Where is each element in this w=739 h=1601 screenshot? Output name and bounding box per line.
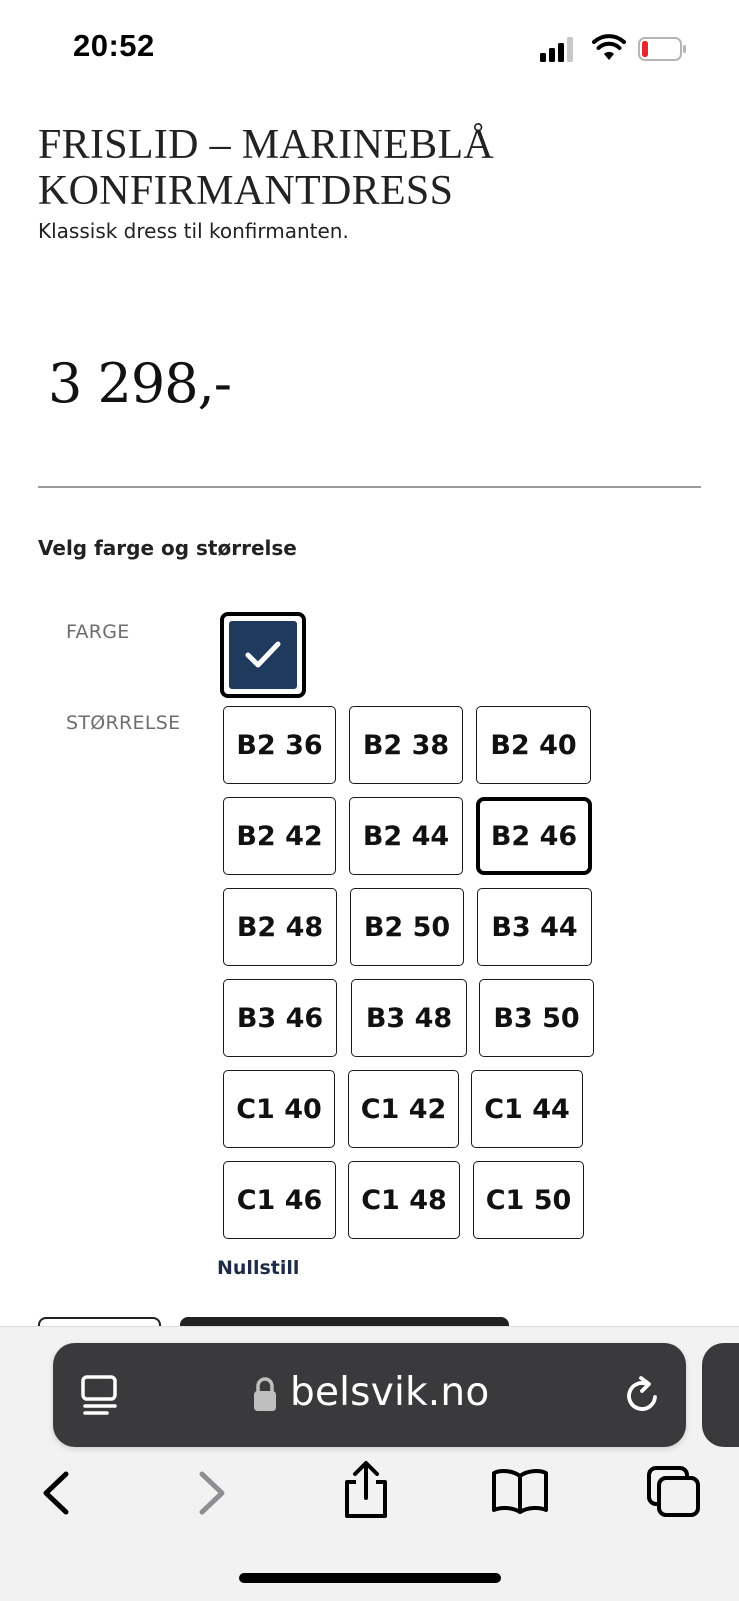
home-indicator (239, 1573, 501, 1583)
wifi-icon (592, 34, 626, 62)
variant-heading: Velg farge og størrelse (38, 536, 297, 560)
divider (38, 486, 701, 488)
battery-low-icon (638, 37, 686, 61)
share-icon[interactable] (341, 1460, 391, 1520)
size-option-c1-50[interactable]: C1 50 (473, 1161, 584, 1239)
reader-mode-icon[interactable] (81, 1375, 119, 1415)
url-text[interactable]: belsvik.no (290, 1370, 490, 1415)
status-time: 20:52 (73, 28, 155, 63)
size-label: STØRRELSE (66, 712, 181, 734)
checkmark-icon (244, 638, 282, 672)
size-option-b3-50[interactable]: B3 50 (479, 979, 594, 1057)
product-title-line-1: FRISLID – MARINEBLÅ (38, 122, 495, 168)
size-option-b2-38[interactable]: B2 38 (349, 706, 463, 784)
size-option-b2-40[interactable]: B2 40 (476, 706, 591, 784)
product-title-line-2: KONFIRMANTDRESS (38, 168, 454, 214)
color-swatch-navy[interactable] (220, 612, 306, 698)
reset-button[interactable]: Nullstill (217, 1257, 300, 1279)
product-subtitle: Klassisk dress til konfirmanten. (38, 219, 349, 243)
cellular-signal-icon (540, 36, 576, 62)
size-option-c1-46[interactable]: C1 46 (223, 1161, 336, 1239)
size-option-c1-44[interactable]: C1 44 (471, 1070, 583, 1148)
size-option-b2-44[interactable]: B2 44 (349, 797, 463, 875)
next-tab-address-bar-partial[interactable] (702, 1343, 739, 1447)
size-option-b2-48[interactable]: B2 48 (223, 888, 337, 966)
product-title (38, 122, 698, 214)
forward-icon[interactable] (196, 1470, 230, 1516)
product-price: 3 298,- (48, 352, 232, 415)
color-label: FARGE (66, 621, 130, 643)
size-option-b3-46[interactable]: B3 46 (223, 979, 337, 1057)
size-option-c1-42[interactable]: C1 42 (348, 1070, 459, 1148)
size-option-b3-48[interactable]: B3 48 (351, 979, 467, 1057)
size-option-b2-46[interactable]: B2 46 (476, 797, 592, 875)
size-option-b3-44[interactable]: B3 44 (477, 888, 592, 966)
lock-icon (253, 1376, 277, 1412)
size-option-b2-42[interactable]: B2 42 (223, 797, 336, 875)
size-option-c1-40[interactable]: C1 40 (223, 1070, 335, 1148)
tabs-icon[interactable] (646, 1465, 702, 1519)
size-option-c1-48[interactable]: C1 48 (348, 1161, 460, 1239)
size-option-b2-36[interactable]: B2 36 (223, 706, 336, 784)
reload-icon[interactable] (623, 1375, 663, 1417)
size-option-b2-50[interactable]: B2 50 (350, 888, 464, 966)
back-icon[interactable] (38, 1470, 72, 1516)
bookmarks-icon[interactable] (490, 1468, 550, 1514)
